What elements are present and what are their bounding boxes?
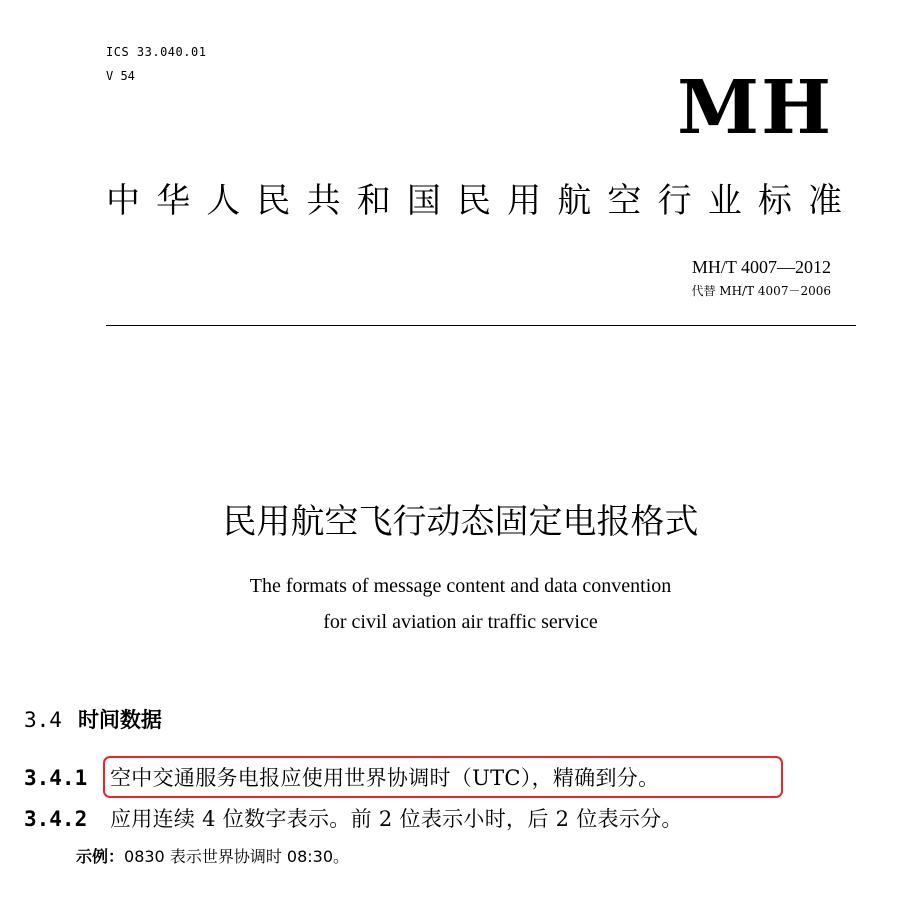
standard-title-char: 中 (106, 181, 140, 221)
english-title-line-2: for civil aviation air traffic service (323, 611, 598, 633)
document-title: 民用航空飞行动态固定电报格式 (222, 502, 699, 542)
standard-title-char: 民 (456, 181, 491, 221)
section-title: 时间数据 (77, 708, 162, 732)
clause-text: 应用连续 4 位数字表示。前 2 位表示小时，后 2 位表示分。 (110, 807, 683, 831)
clause-text: 空中交通服务电报应使用世界协调时（UTC），精确到分。 (110, 766, 660, 790)
standard-title-char: 航 (557, 181, 592, 221)
standard-title-char: 业 (707, 181, 742, 221)
clause-number: 3.4.1 (24, 766, 88, 790)
standard-title-char: 民 (256, 181, 291, 221)
standard-title-char: 国 (406, 181, 441, 221)
standard-title-char: 准 (807, 181, 842, 221)
standard-title-char: 人 (206, 181, 241, 221)
standard-title-char: 空 (607, 181, 642, 221)
replaces-note: 代替 MH/T 4007－2006 (691, 284, 831, 298)
mh-logo: MH (677, 65, 833, 151)
example-text: 0830 表示世界协调时 08:30。 (124, 847, 350, 866)
ics-code: ICS 33.040.01 (106, 45, 207, 59)
classification-code: V 54 (106, 69, 135, 83)
example-note (76, 846, 349, 868)
header-divider (106, 325, 856, 326)
clause-number: 3.4.2 (24, 807, 88, 831)
standard-title-char: 和 (356, 181, 391, 221)
standard-title-char: 华 (156, 181, 191, 221)
standard-code: MH/T 4007—2012 (691, 257, 831, 277)
english-title-line-1: The formats of message content and data convention (249, 575, 672, 597)
clause-3-4-2 (24, 805, 683, 833)
clause-3-4-1 (24, 764, 659, 792)
standard-title-char: 用 (507, 181, 542, 221)
standard-title-char: 标 (757, 181, 792, 221)
section-number: 3.4 (24, 708, 62, 732)
standard-title-char: 行 (657, 181, 692, 221)
standard-title (106, 180, 842, 222)
example-label: 示例： (76, 847, 125, 866)
section-heading (24, 706, 162, 734)
standard-title-char: 共 (306, 181, 341, 221)
